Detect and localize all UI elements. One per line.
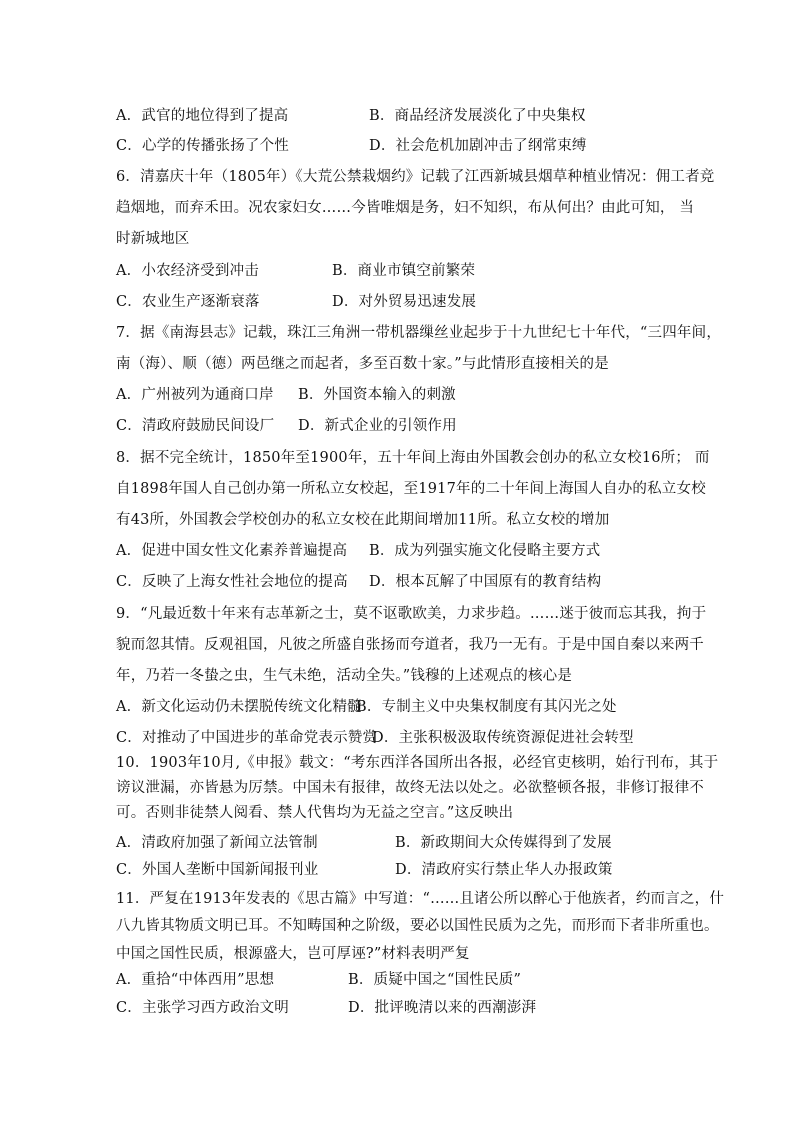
question-text-line: 自1898年国人自己创办第一所私立女校起，至1917年的二十年间上海国人自办的私立女校 xyxy=(116,481,706,497)
option-a: A．小农经济受到冲击 xyxy=(116,263,259,279)
question-text-line: 可。否则非徒禁人阅看、禁人代售均为无益之空言。”这反映出 xyxy=(116,805,514,821)
option-d: D．根本瓦解了中国原有的教育结构 xyxy=(369,574,602,590)
question-text-line: 9．“凡最近数十年来有志革新之士，莫不讴歌欧美，力求步趋。……迷于彼而忘其我，拘于 xyxy=(116,606,707,622)
option-c: C．对推动了中国进步的革命党表示赞赏 xyxy=(116,730,378,746)
option-a: A．广州被列为通商口岸 xyxy=(116,387,274,403)
option-d: D．社会危机加剧冲击了纲常束缚 xyxy=(369,138,587,154)
question-text-line: 11．严复在1913年发表的《思古篇》中写道：“……且诸公所以醉心于他族者，约而言之，什 xyxy=(116,891,725,907)
option-c: C．反映了上海女性社会地位的提高 xyxy=(116,574,348,590)
question-text-line: 趋烟地，而弃禾田。况农家妇女……今皆唯烟是务，妇不知织，布从何出？由此可知， 当 xyxy=(116,200,695,216)
option-a: A．重拾“中体西用”思想 xyxy=(116,972,275,988)
option-d: D．批评晚清以来的西潮澎湃 xyxy=(348,1000,537,1016)
option-b: B．外国资本输入的刺激 xyxy=(298,387,456,403)
option-b: B．商业市镇空前繁荣 xyxy=(332,263,476,279)
question-text-line: 8．据不完全统计，1850年至1900年，五十年间上海由外国教会创办的私立女校16所； 而 xyxy=(116,450,710,466)
options-row xyxy=(116,539,676,559)
options-row xyxy=(116,968,676,988)
question-text-line: 年，乃若一冬蛰之虫，生气未绝，活动全失。”钱穆的上述观点的核心是 xyxy=(116,668,573,684)
options-row xyxy=(116,259,676,279)
option-c: C．清政府鼓励民间设厂 xyxy=(116,418,275,434)
option-a: A．新文化运动仍未摆脱传统文化精髓 xyxy=(116,699,362,715)
question-text-line: 八九皆其物质文明已耳。不知畴国种之阶级，要必以国性民质为之先，而形而下者非所重也。 xyxy=(116,918,719,934)
options-row xyxy=(116,695,676,715)
prev-options-row-1 xyxy=(116,104,676,124)
question-text-line: 谤议泄漏，亦皆悬为厉禁。中国未有报律，故终无法以处之。必欲整顿各报，非修订报律不 xyxy=(116,780,704,796)
option-b: B．新政期间大众传媒得到了发展 xyxy=(395,835,612,851)
question-text-line: 10．1903年10月,《申报》载文：“考东西洋各国所出各报，必经官吏核明，始行刊布，其于 xyxy=(116,755,719,771)
options-row xyxy=(116,858,676,878)
option-d: D．新式企业的引领作用 xyxy=(298,418,457,434)
option-b: B．成为列强实施文化侵略主要方式 xyxy=(369,543,601,559)
option-b: B．质疑中国之“国性民质” xyxy=(348,972,522,988)
options-row xyxy=(116,414,676,434)
option-d: D．清政府实行禁止华人办报政策 xyxy=(395,862,613,878)
options-row xyxy=(116,831,676,851)
question-text-line: 6．清嘉庆十年（1805年）《大荒公禁栽烟约》记载了江西新城县烟草种植业情况：佣工者竞 xyxy=(116,169,715,185)
options-row xyxy=(116,290,676,310)
option-d: D．主张积极汲取传统资源促进社会转型 xyxy=(372,730,634,746)
options-row xyxy=(116,996,676,1016)
question-text-line: 有43所，外国教会学校创办的私立女校在此期间增加11所。私立女校的增加 xyxy=(116,512,610,528)
option-d: D．对外贸易迅速发展 xyxy=(332,294,477,310)
question-text-line: 貌而忽其情。反观祖国，凡彼之所盛自张扬而夸道者，我乃一无有。于是中国自秦以来两千 xyxy=(116,637,704,653)
option-c: C．主张学习西方政治文明 xyxy=(116,1000,289,1016)
options-row xyxy=(116,383,676,403)
question-text-line: 7．据《南海县志》记载，珠江三角洲一带机器缫丝业起步于十九世纪七十年代，“三四年间， xyxy=(116,325,722,341)
prev-options-row-2 xyxy=(116,134,676,154)
option-b: B．商品经济发展淡化了中央集权 xyxy=(369,108,586,124)
option-c: C．农业生产逐渐衰落 xyxy=(116,294,260,310)
question-text-line: 中国之国性民质，根源盛大，岂可厚诬?”材料表明严复 xyxy=(116,946,470,962)
option-c: C．心学的传播张扬了个性 xyxy=(116,138,289,154)
option-a: A．清政府加强了新闻立法管制 xyxy=(116,835,318,851)
option-b: B．专制主义中央集权制度有其闪光之处 xyxy=(356,699,617,715)
question-text-line: 时新城地区 xyxy=(116,231,190,247)
option-a: A．促进中国女性文化素养普遍提高 xyxy=(116,543,348,559)
options-row xyxy=(116,726,676,746)
option-c: C．外国人垄断中国新闻报刊业 xyxy=(116,862,319,878)
option-a: A．武官的地位得到了提高 xyxy=(116,108,289,124)
options-row xyxy=(116,570,676,590)
question-text-line: 南（海）、顺（德）两邑继之而起者，多至百数十家。”与此情形直接相关的是 xyxy=(116,356,609,372)
